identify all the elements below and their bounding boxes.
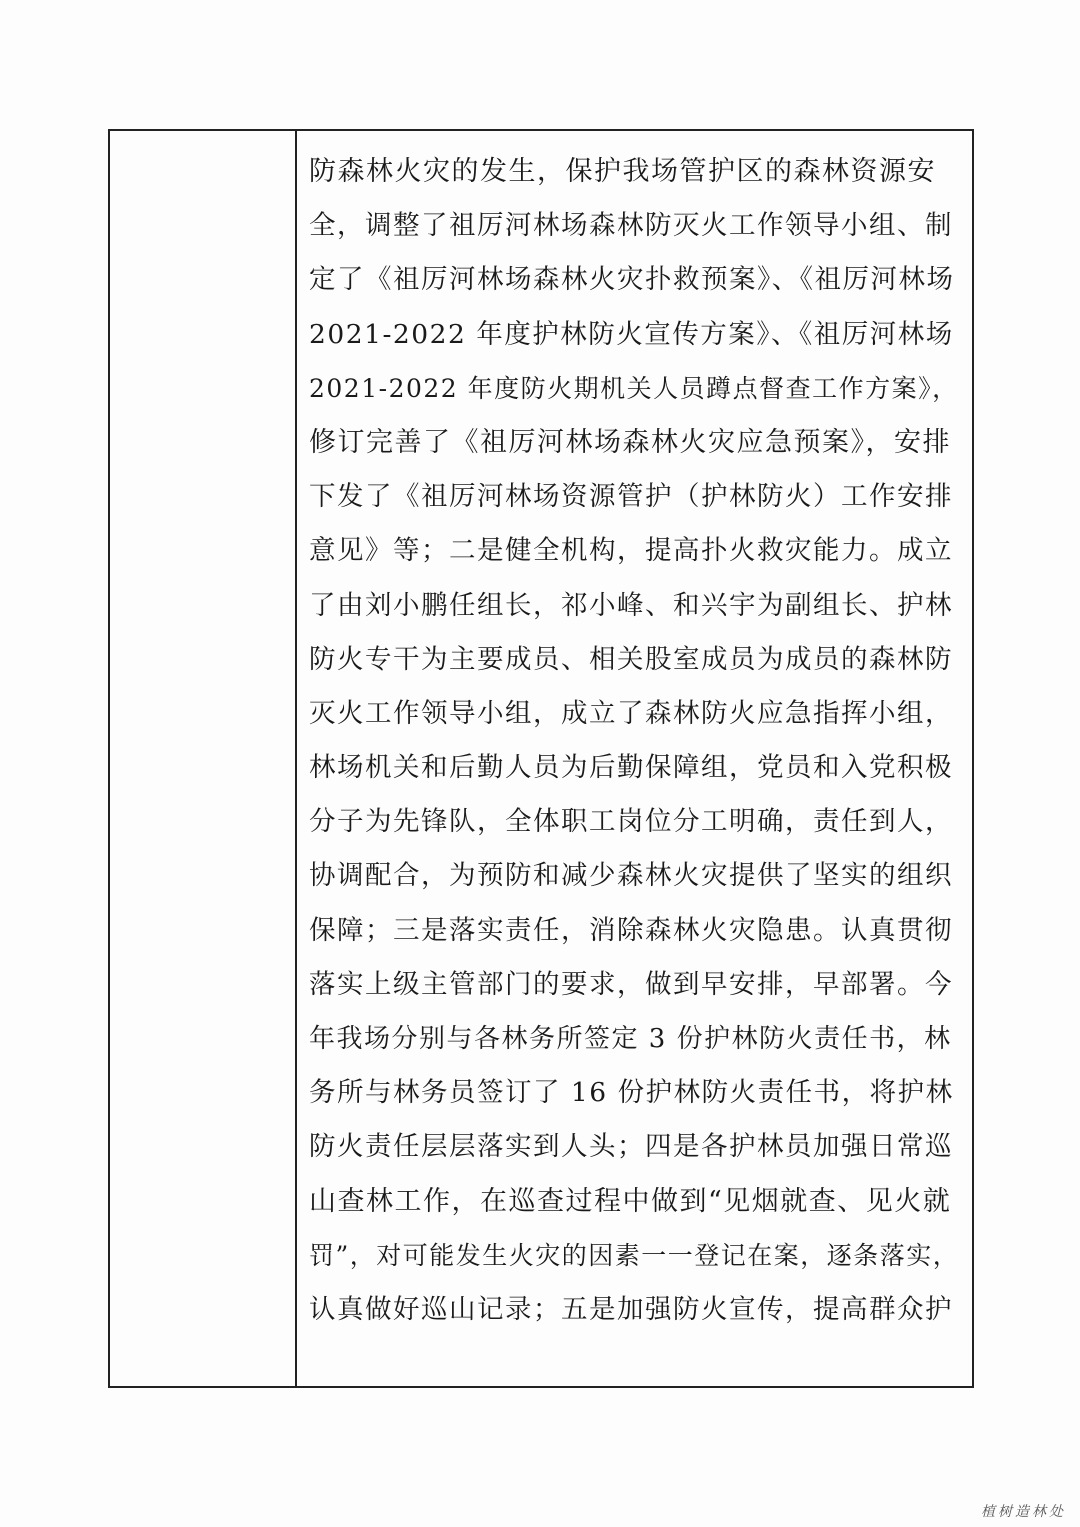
text-line: 防火责任层层落实到人头；四是各护林员加强日常巡: [309, 1131, 953, 1163]
left-cell: [110, 131, 297, 1386]
text-line: 下发了《祖厉河林场资源管护（护林防火）工作安排: [309, 481, 953, 513]
text-line: 修订完善了《祖厉河林场森林火灾应急预案》，安排: [309, 426, 951, 458]
text-line: 2021-2022 年度防火期机关人员蹲点督查工作方案》，: [309, 373, 959, 403]
text-line: 灭火工作领导小组，成立了森林防火应急指挥小组，: [309, 697, 953, 729]
text-line: 山查林工作，在巡查过程中做到“见烟就查、见火就: [309, 1185, 952, 1217]
text-line: 定了《祖厉河林场森林火灾扑救预案》、《祖厉河林场: [309, 264, 955, 296]
text-line: 罚”，对可能发生火灾的因素一一登记在案，逐条落实，: [309, 1240, 960, 1270]
text-line: 认真做好巡山记录；五是加强防火宣传，提高群众护: [309, 1293, 953, 1325]
footer-stamp: 植树造林处: [981, 1504, 1066, 1520]
text-line: 落实上级主管部门的要求，做到早安排，早部署。今: [309, 968, 953, 1000]
text-line: 防火专干为主要成员、相关股室成员为成员的森林防: [309, 643, 953, 675]
content-cell: [299, 131, 972, 1386]
text-line: 防森林火灾的发生，保护我场管护区的森林资源安: [309, 156, 936, 187]
text-line: 林场机关和后勤人员为后勤保障组，党员和入党积极: [309, 752, 953, 784]
text-line: 2021-2022 年度护林防火宣传方案》、《祖厉河林场: [309, 318, 954, 350]
text-line: 分子为先锋队，全体职工岗位分工明确，责任到人，: [309, 806, 953, 838]
text-line: 全，调整了祖厉河林场森林防灭火工作领导小组、制: [309, 210, 953, 242]
text-line: 保障；三是落实责任，消除森林火灾隐患。认真贯彻: [309, 914, 953, 946]
table-frame: [108, 129, 974, 1388]
text-line: 务所与林务员签订了 16 份护林防火责任书，将护林: [309, 1077, 954, 1109]
text-line: 协调配合，为预防和减少森林火灾提供了坚实的组织: [309, 860, 953, 892]
text-line: 了由刘小鹏任组长，祁小峰、和兴宇为副组长、护林: [309, 589, 953, 621]
text-line: 意见》等；二是健全机构，提高扑火救灾能力。成立: [309, 535, 953, 567]
text-line: 年我场分别与各林务所签定 3 份护林防火责任书，林: [309, 1024, 952, 1054]
